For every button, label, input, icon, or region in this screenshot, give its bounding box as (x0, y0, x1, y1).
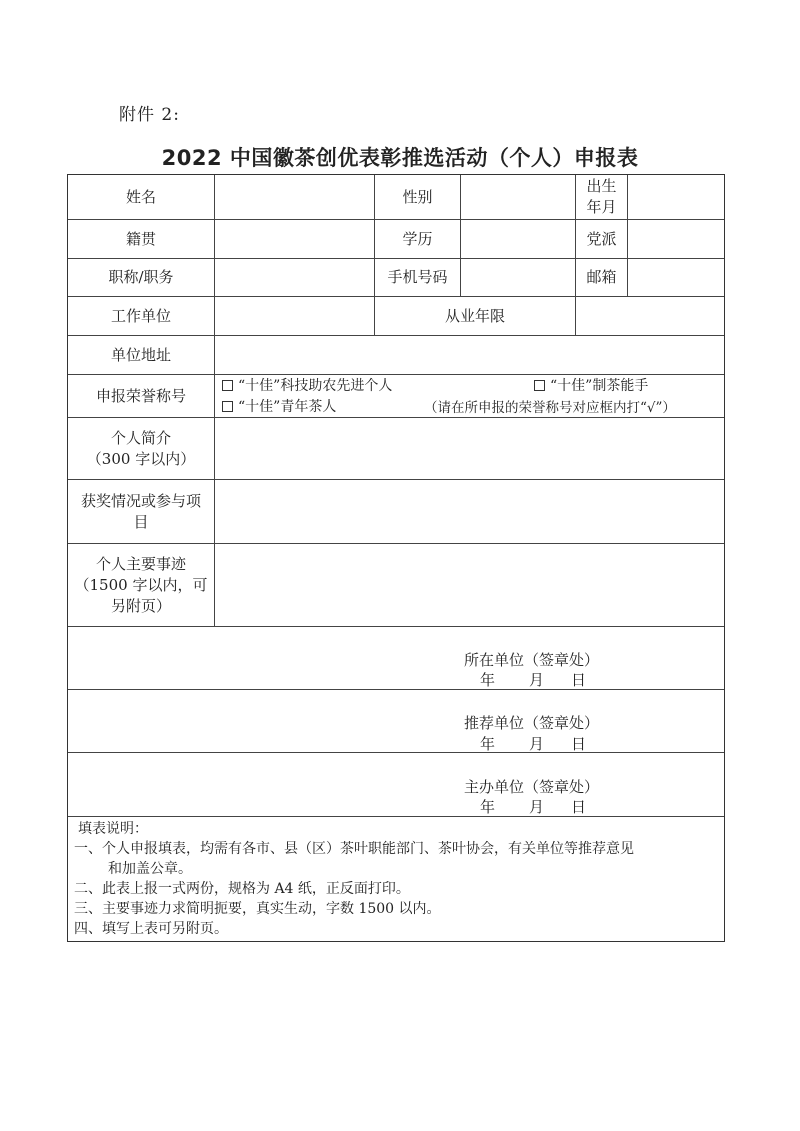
date-day: 日 (571, 671, 587, 689)
native-place-field[interactable] (215, 220, 374, 258)
checkbox-icon (222, 380, 233, 391)
honor-option-label: “十佳”青年茶人 (238, 399, 337, 415)
gender-label: 性别 (402, 187, 433, 206)
name-label: 姓名 (125, 187, 156, 206)
years-label: 从业年限 (444, 306, 505, 325)
birth-label-line: 年月 (586, 198, 617, 216)
date-year: 年 (480, 798, 496, 816)
form-title: 2022 中国徽茶创优表彰推选活动（个人）申报表 (161, 146, 639, 170)
email-field[interactable] (628, 259, 724, 296)
notes-line: 一、个人申报填表，均需有各市、县（区）茶叶职能部门、茶叶协会，有关单位等推荐意见 (74, 841, 634, 857)
birth-label (576, 175, 627, 219)
signature-unit-label: 所在单位（签章处） (464, 651, 600, 669)
date-month: 月 (529, 735, 545, 753)
signature-organizer-label: 主办单位（签章处） (464, 778, 600, 796)
work-unit-field[interactable] (215, 297, 374, 335)
name-field[interactable] (215, 175, 374, 219)
deeds-field[interactable] (215, 544, 724, 626)
deeds-label-line: 另附页） (110, 596, 171, 615)
phone-label: 手机号码 (387, 268, 448, 286)
unit-address-field[interactable] (215, 336, 724, 374)
honor-option-label: “十佳”制茶能手 (550, 378, 649, 394)
profile-label-line: 个人简介 (110, 428, 171, 447)
row-divider (68, 626, 724, 627)
row-divider (68, 689, 724, 690)
date-day: 日 (571, 735, 587, 753)
honor-label: 申报荣誉称号 (95, 386, 186, 405)
education-label: 学历 (402, 229, 433, 248)
party-field[interactable] (628, 220, 724, 258)
notes-heading: 填表说明： (78, 821, 148, 837)
gender-field[interactable] (461, 175, 575, 219)
honor-option-tea-maker[interactable] (534, 375, 648, 395)
signature-unit-date (480, 669, 586, 690)
awards-field[interactable] (215, 480, 724, 543)
date-month: 月 (529, 798, 545, 816)
honor-option-youth[interactable] (222, 396, 336, 416)
profile-label-line: （300 字以内） (86, 449, 196, 468)
row-divider (68, 752, 724, 753)
application-form (67, 174, 725, 942)
checkbox-icon (222, 401, 233, 412)
profile-field[interactable] (215, 418, 724, 479)
honor-note: （请在所申报的荣誉称号对应框内打“√”） (424, 400, 676, 416)
date-year: 年 (480, 671, 496, 689)
honor-option-tech[interactable] (222, 375, 392, 395)
education-field[interactable] (461, 220, 575, 258)
awards-label-line: 获奖情况或参与项 (80, 491, 201, 510)
notes-line: 三、主要事迹力求简明扼要，真实生动，字数 1500 以内。 (74, 901, 441, 917)
annex-label: 附件 2: (119, 105, 180, 125)
party-label: 党派 (586, 229, 617, 248)
deeds-label (68, 544, 214, 626)
honor-option-label: “十佳”科技助农先进个人 (238, 378, 393, 394)
date-year: 年 (480, 735, 496, 753)
signature-recommender-date (480, 733, 586, 754)
native-place-label: 籍贯 (125, 229, 156, 248)
checkbox-icon (534, 380, 545, 391)
title-position-field[interactable] (215, 259, 374, 296)
unit-address-label: 单位地址 (110, 345, 171, 364)
profile-label (68, 418, 214, 479)
notes-line: 二、此表上报一式两份，规格为 A4 纸，正反面打印。 (74, 881, 410, 897)
birth-label-line: 出生 (586, 177, 617, 195)
row-divider (68, 816, 724, 817)
signature-organizer-date (480, 796, 586, 817)
years-field[interactable] (576, 297, 724, 335)
deeds-label-line: 个人主要事迹 (95, 554, 186, 573)
title-position-label: 职称/职务 (108, 268, 174, 286)
date-month: 月 (529, 671, 545, 689)
notes-line: 四、填写上表可另附页。 (74, 921, 228, 937)
date-day: 日 (571, 798, 587, 816)
awards-label (68, 480, 214, 543)
birth-field[interactable] (628, 175, 724, 219)
work-unit-label: 工作单位 (110, 306, 171, 325)
awards-label-line: 目 (133, 512, 149, 531)
signature-recommender-label: 推荐单位（签章处） (464, 714, 600, 732)
deeds-label-line: （1500 字以内，可 (74, 575, 208, 594)
phone-field[interactable] (461, 259, 575, 296)
email-label: 邮箱 (586, 268, 617, 286)
notes-line: 和加盖公章。 (108, 861, 192, 877)
